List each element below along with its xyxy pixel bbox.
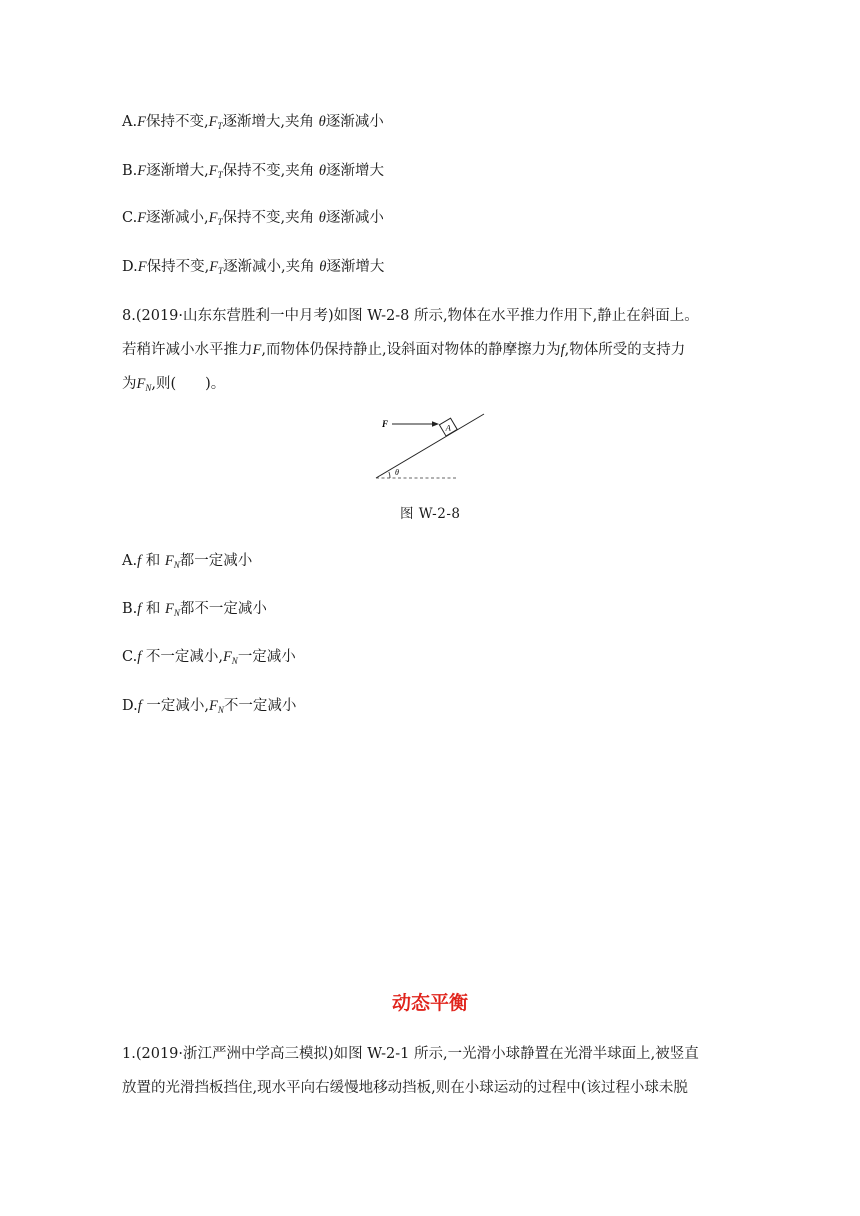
q8-option-b: B.f 和 $F_N$都不一定减小 <box>122 601 267 618</box>
q7-option-c: C.F逐渐减小$,F_T$保持不变,夹角 θ逐渐减小 <box>122 210 384 227</box>
incline-figure <box>370 404 490 484</box>
q8-stem-line2: 若稍许减小水平推力F,而物体仍保持静止,设斜面对物体的静摩擦力为f,物体所受的支持力 <box>122 342 686 358</box>
angle-theta-label: θ <box>395 468 399 477</box>
figure-caption: 图 W-2-8 <box>400 506 461 522</box>
q7-option-a: A.F保持不变$,F_T$逐渐增大,夹角 θ逐渐减小 <box>122 114 384 131</box>
q7-option-b: B.F逐渐增大$,F_T$保持不变,夹角 θ逐渐增大 <box>122 163 384 180</box>
q8-option-d: D.f 一定减小$,F_N$不一定减小 <box>122 698 297 715</box>
force-arrowhead <box>432 421 439 427</box>
angle-arc <box>389 472 390 478</box>
block-label: A <box>445 422 451 433</box>
q8-option-a: A.f 和 $F_N$都一定减小 <box>122 553 253 570</box>
q8-stem-line3: 为$F_N$,则( )。 <box>122 376 226 393</box>
q8-stem-line1: 8.(2019·山东东营胜利一中月考)如图 W-2-8 所示,物体在水平推力作用下,静止在斜面上。 <box>122 308 699 324</box>
q1-stem-line1: 1.(2019·浙江严洲中学高三模拟)如图 W-2-1 所示,一光滑小球静置在光滑半球面上,被竖直 <box>122 1046 699 1062</box>
q1-stem-line2: 放置的光滑挡板挡住,现水平向右缓慢地移动挡板,则在小球运动的过程中(该过程小球未脱 <box>122 1080 688 1096</box>
force-f-label: F <box>382 419 389 429</box>
q8-option-c: C.f 不一定减小$,F_N$一定减小 <box>122 649 296 666</box>
section-heading: 动态平衡 <box>391 992 468 1014</box>
q7-option-d: D.F保持不变$,F_T$逐渐减小,夹角 θ逐渐增大 <box>122 259 385 276</box>
block-a <box>439 418 457 436</box>
